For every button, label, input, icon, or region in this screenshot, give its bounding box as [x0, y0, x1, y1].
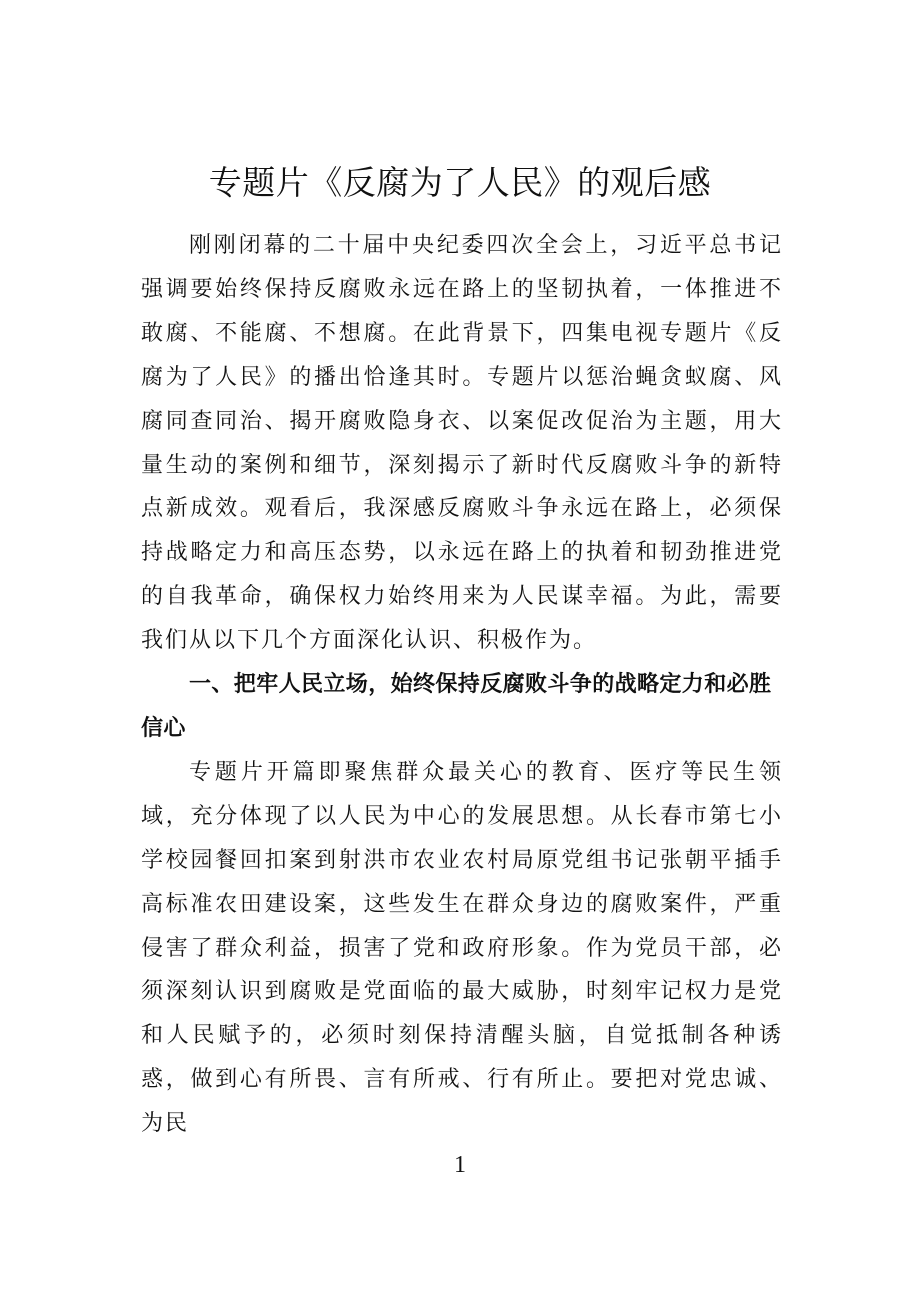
page-number: 1 [454, 1152, 466, 1178]
section-1-paragraph: 专题片开篇即聚焦群众最关心的教育、医疗等民生领域，充分体现了以人民为中心的发展思想。从长春市第七小学校园餐回扣案到射洪市农业农村局原党组书记张朝平插手高标准农田建设案，这些发生在群众身边的腐败案件，严重侵害了群众利益，损害了党和政府形象。作为党员干部，必须深刻认识到腐败是党面临的最大威胁，时刻牢记权力是党和人民赋予的，必须时刻保持清醒头脑，自觉抵制各种诱惑，做到心有所畏、言有所戒、行有所止。要把对党忠诚、为民 [141, 759, 783, 1137]
section-heading-1: 一、把牢人民立场，始终保持反腐败斗争的战略定力和必胜信心 [141, 672, 772, 741]
document-body [141, 224, 783, 1146]
intro-paragraph: 刚刚闭幕的二十届中央纪委四次全会上，习近平总书记强调要始终保持反腐败永远在路上的坚韧执着，一体推进不敢腐、不能腐、不想腐。在此背景下，四集电视专题片《反腐为了人民》的播出恰逢其时。专题片以惩治蝇贪蚁腐、风腐同查同治、揭开腐败隐身衣、以案促改促治为主题，用大量生动的案例和细节，深刻揭示了新时代反腐败斗争的新特点新成效。观看后，我深感反腐败斗争永远在路上，必须保持战略定力和高压态势，以永远在路上的执着和韧劲推进党的自我革命，确保权力始终用来为人民谋幸福。为此，需要我们从以下几个方面深化认识、积极作为。 [141, 233, 783, 654]
document-title: 专题片《反腐为了人民》的观后感 [208, 163, 712, 202]
